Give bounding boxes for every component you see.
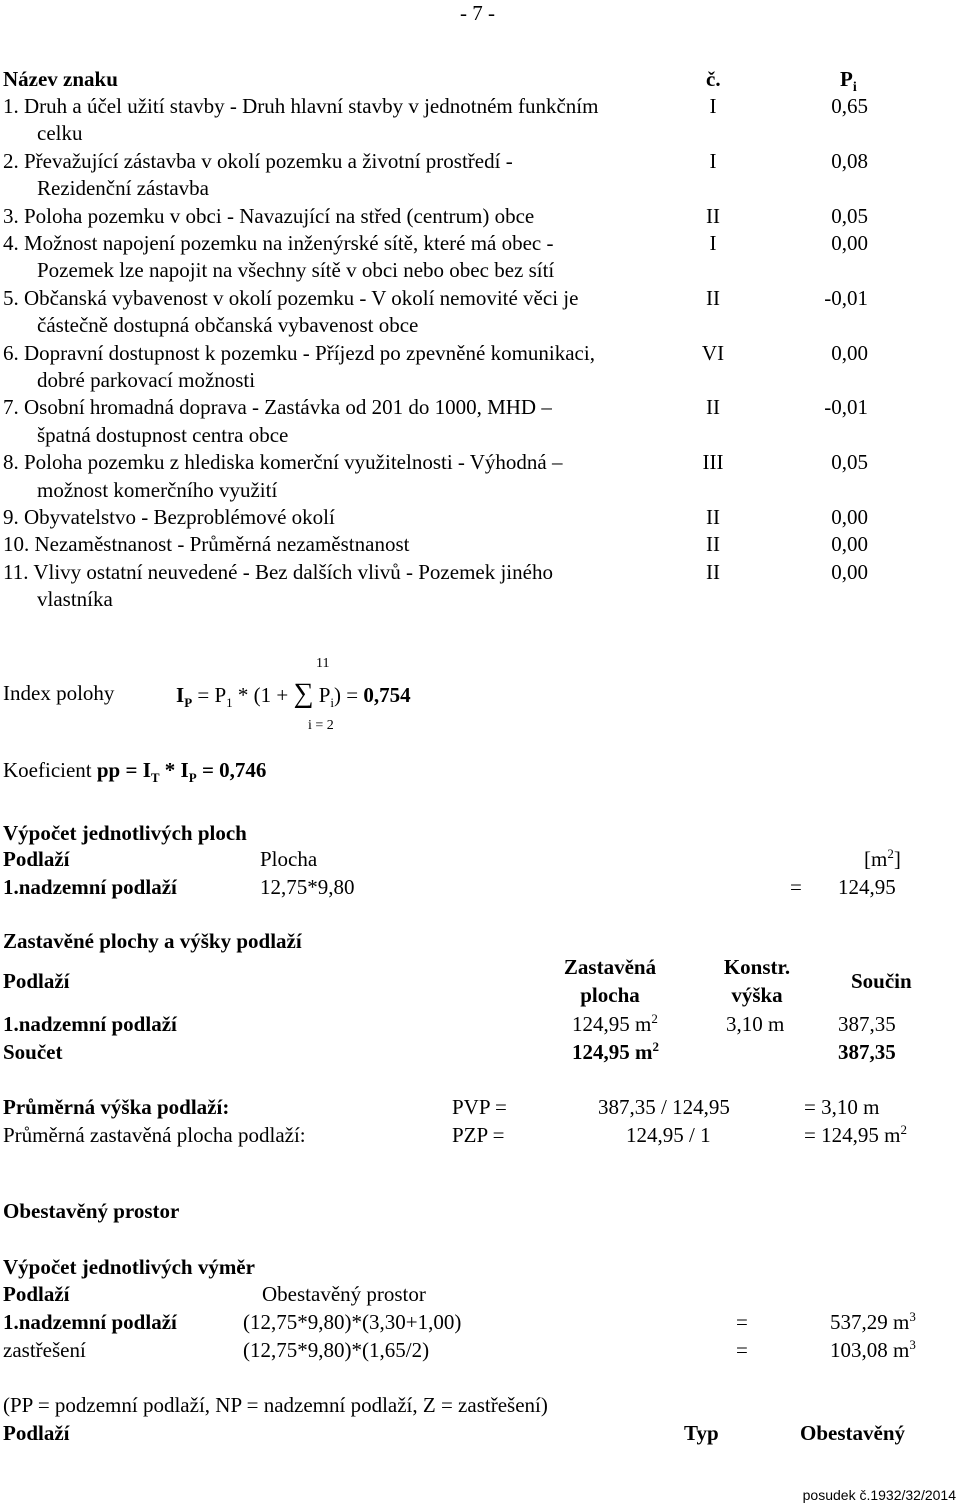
criteria-text: 3. Poloha pozemku v obci - Navazující na střed (centrum) obce (3, 203, 535, 228)
zast-col3b: výška (731, 983, 783, 1007)
zast-col3a: Konstr. (723, 955, 791, 979)
criteria-text-continued: špatná dostupnost centra obce (37, 422, 289, 447)
criteria-text: 10. Nezaměstnanost - Průměrná nezaměstnanost (3, 532, 410, 557)
criteria-class: II (706, 285, 720, 310)
criteria-value: 0,00 (831, 505, 868, 529)
obest-row2-label: zastřešení (3, 1338, 86, 1362)
obest-row1-eq: = (736, 1310, 748, 1334)
page-number: - 7 - (460, 1, 495, 25)
criteria-value: 0,65 (831, 94, 868, 118)
obest-row2-eq: = (736, 1338, 748, 1362)
ploch-title: Výpočet jednotlivých ploch (3, 821, 247, 845)
criteria-text: 6. Dopravní dostupnost k pozemku - Příjezd po zpevněné komunikaci, (3, 340, 595, 365)
pzp-result: = 124,95 $m^2$ (804, 1122, 907, 1147)
criteria-value: 0,00 (831, 340, 868, 365)
pvp-key: PVP = (452, 1095, 507, 1119)
obest-h-col1: Podlaží (3, 1421, 70, 1445)
zast-row1-product: 387,35 (838, 1012, 896, 1036)
obest-h-col3: Obestavěný (800, 1421, 905, 1445)
criteria-class: I (709, 94, 717, 118)
criteria-class: II (706, 559, 720, 584)
ploch-col3: $[m^2]$ (864, 846, 901, 871)
criteria-class: I (709, 231, 717, 255)
criteria-text: 7. Osobní hromadná doprava - Zastávka od 201 do 1000, MHD – (3, 395, 552, 420)
obest-row2-formula: (12,75*9,80)*(1,65/2) (243, 1338, 430, 1362)
criteria-text: 5. Občanská vybavenost v okolí pozemku - V okolí nemovité věci je (3, 285, 579, 310)
criteria-text: 11. Vlivy ostatní neuvedené - Bez dalších vlivů - Pozemek jiného (3, 559, 553, 584)
criteria-class: II (706, 203, 720, 228)
obest-row1-label: 1.nadzemní podlaží (3, 1310, 177, 1334)
criteria-text: 9. Obyvatelstvo - Bezproblémové okolí (3, 505, 335, 529)
criteria-value: -0,01 (824, 285, 868, 310)
criteria-class: II (706, 505, 720, 529)
obest-subtitle: Výpočet jednotlivých výměr (3, 1255, 255, 1279)
pvp-calc: 387,35 / 124,95 (598, 1095, 730, 1119)
criteria-text-continued: Pozemek lze napojit na všechny sítě v obci nebo obec bez sítí (37, 258, 555, 283)
criteria-text: 1. Druh a účel užití stavby - Druh hlavní stavby v jednotném funkčním (3, 94, 599, 118)
pzp-key: PZP = (452, 1123, 505, 1147)
criteria-text-continued: možnost komerčního využití (37, 477, 278, 502)
ploch-row-eq: = (790, 875, 802, 899)
criteria-value: 0,08 (831, 148, 868, 173)
criteria-class: VI (701, 340, 725, 365)
obest-row1-formula: (12,75*9,80)*(3,30+1,00) (243, 1310, 462, 1334)
zast-col4: Součin (851, 969, 912, 993)
obest-note: (PP = podzemní podlaží, NP = nadzemní podlaží, Z = zastřešení) (3, 1393, 548, 1417)
obest-col2: Obestavěný prostor (262, 1282, 426, 1306)
index-label: Index polohy (3, 681, 115, 705)
zast-sum-product: 387,35 (838, 1040, 896, 1064)
sum-bottom: i = 2 (308, 718, 334, 733)
sum-top: 11 (316, 656, 330, 671)
criteria-value: 0,05 (831, 450, 868, 475)
obest-col1: Podlaží (3, 1282, 70, 1306)
criteria-class: II (706, 532, 720, 557)
header-p: $P_i$ (840, 67, 857, 96)
criteria-text: 4. Možnost napojení pozemku na inženýrské sítě, které má obec - (3, 231, 554, 255)
obest-title: Obestavěný prostor (3, 1199, 180, 1223)
header-name: Název znaku (3, 67, 118, 91)
pvp-label: Průměrná výška podlaží: (3, 1095, 230, 1119)
zast-row1-area: 124,95 $m^2$ (572, 1011, 658, 1036)
criteria-value: 0,00 (831, 559, 868, 584)
ploch-row-label: 1.nadzemní podlaží (3, 875, 177, 899)
header-num: č. (706, 67, 721, 91)
index-formula: $I_P = P_1 * (1$ + ∑ $P_i) = 0,754$ (176, 678, 411, 711)
footer-reference: posudek č.1932/32/2014 (802, 1487, 956, 1503)
sigma-icon: ∑ (293, 678, 314, 709)
criteria-class: II (706, 395, 720, 420)
zast-row1-height: 3,10 m (726, 1012, 785, 1036)
obest-row1-value: 537,29 $m^3$ (830, 1309, 916, 1334)
criteria-text-continued: částečně dostupná občanská vybavenost obce (37, 313, 419, 338)
obest-h-col2: Typ (684, 1421, 719, 1445)
ploch-row-formula: 12,75*9,80 (260, 875, 355, 899)
criteria-value: -0,01 (824, 395, 868, 420)
zast-sum-label: Součet (3, 1040, 63, 1064)
ploch-row-value: 124,95 (838, 875, 896, 899)
zast-col1: Podlaží (3, 969, 70, 993)
zast-col2b: plocha (580, 983, 640, 1007)
criteria-text: 2. Převažující zástavba v okolí pozemku a životní prostředí - (3, 148, 513, 173)
criteria-class: III (702, 450, 724, 475)
criteria-text-continued: celku (37, 121, 83, 146)
zast-row1-label: 1.nadzemní podlaží (3, 1012, 177, 1036)
criteria-text: 8. Poloha pozemku z hlediska komerční využitelnosti - Výhodná – (3, 450, 563, 475)
criteria-class: I (709, 148, 717, 173)
criteria-text-continued: Rezidenční zástavba (37, 176, 209, 201)
pzp-calc: 124,95 / 1 (626, 1123, 711, 1147)
criteria-value: 0,00 (831, 532, 868, 557)
pzp-label: Průměrná zastavěná plocha podlaží: (3, 1123, 306, 1147)
ploch-col1: Podlaží (3, 847, 70, 871)
zast-col2a: Zastavěná (563, 955, 657, 979)
koeficient-line: Koeficient pp = $I_T * I_P = 0,746$ (3, 758, 267, 786)
zast-sum-area: 124,95 $m^2$ (572, 1039, 659, 1064)
ploch-col2: Plocha (260, 847, 318, 871)
pvp-result: = 3,10 m (804, 1095, 880, 1119)
criteria-value: 0,00 (831, 231, 868, 255)
criteria-value: 0,05 (831, 203, 868, 228)
obest-row2-value: 103,08 $m^3$ (830, 1337, 916, 1362)
criteria-text-continued: dobré parkovací možnosti (37, 368, 256, 392)
criteria-text-continued: vlastníka (37, 587, 113, 612)
zast-title: Zastavěné plochy a výšky podlaží (3, 929, 302, 953)
